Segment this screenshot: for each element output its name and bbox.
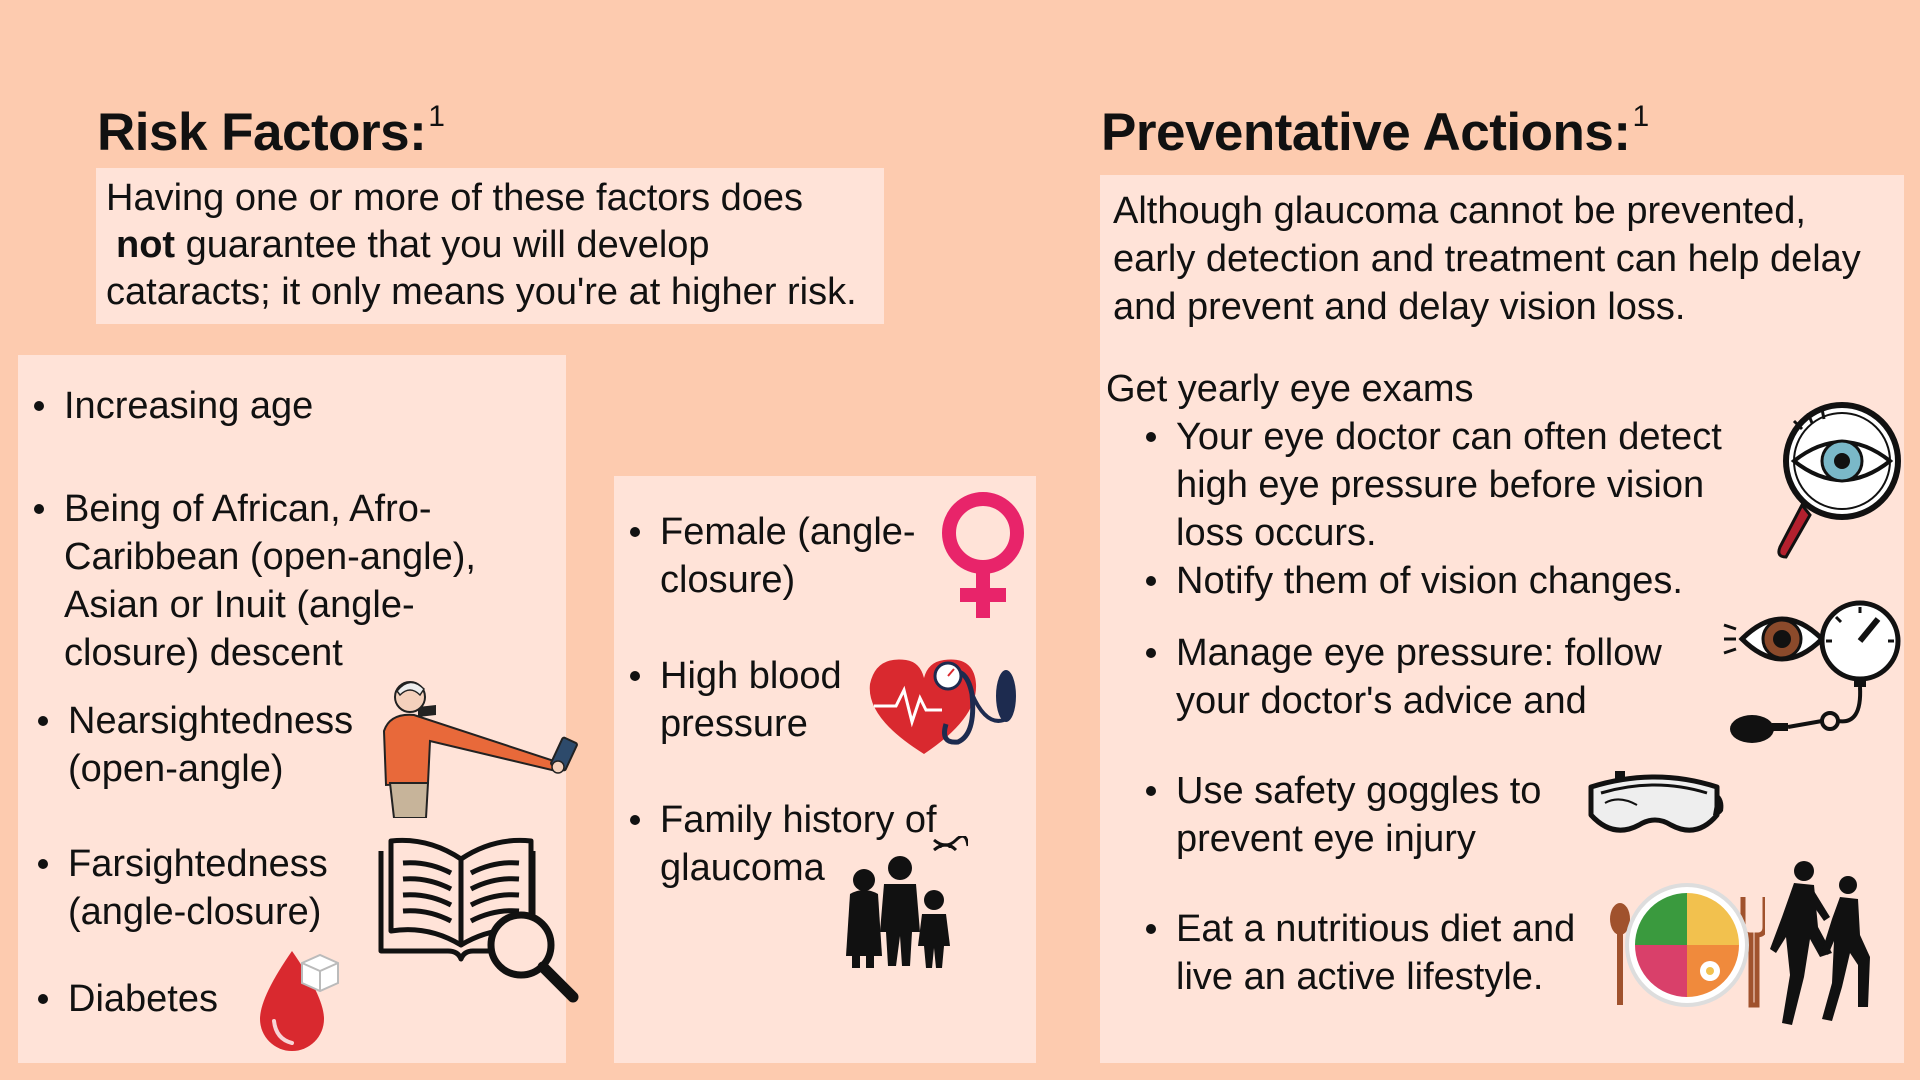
person-binoculars-icon <box>370 673 588 818</box>
list-item-diabetes: Diabetes <box>68 975 218 1023</box>
preventative-panel <box>1100 175 1904 1063</box>
list-item-female: Female (angle- closure) <box>660 508 916 604</box>
list-item-notify: Notify them of vision changes. <box>1176 557 1683 605</box>
open-book-magnifier-icon <box>373 833 583 1003</box>
risk-intro-panel <box>96 168 884 324</box>
healthy-plate-icon <box>1605 879 1765 1009</box>
risk-factors-title: Risk Factors:$^1$ <box>97 100 445 162</box>
preventative-actions-title: Preventative Actions:$^1$ <box>1101 100 1649 162</box>
list-item-farsightedness: Farsightedness (angle-closure) <box>68 840 328 936</box>
risk-intro-line-1: Having one or more of these factors does <box>106 177 804 219</box>
risk-intro-bold: not <box>116 224 176 266</box>
yearly-exams-heading: Get yearly eye exams <box>1106 368 1474 410</box>
list-item-goggles: Use safety goggles to prevent eye injury <box>1176 767 1541 863</box>
eye-pressure-gauge-icon <box>1722 599 1908 749</box>
list-item-diet: Eat a nutritious diet and live an active lifestyle. <box>1176 905 1575 1001</box>
heart-blood-pressure-icon <box>866 654 1026 764</box>
safety-goggles-icon <box>1585 767 1725 847</box>
risk-intro-line-3: cataracts; it only means you're at higher risk. <box>106 271 857 313</box>
runners-icon <box>1770 857 1880 1027</box>
prevent-intro-line-2: early detection and treatment can help delay <box>1113 238 1861 280</box>
prevent-intro-line-3: and prevent and delay vision loss. <box>1113 286 1686 328</box>
risk-list-panel-2 <box>614 476 1036 1063</box>
list-item-age: Increasing age <box>64 382 313 430</box>
risk-list-panel-1 <box>18 355 566 1063</box>
female-symbol-icon <box>938 488 1028 622</box>
risk-factors-footnote: 1 <box>428 100 445 133</box>
list-item-manage: Manage eye pressure: follow your doctor's advice and <box>1176 629 1662 725</box>
family-dna-icon <box>838 836 968 974</box>
list-item-family-history: Family history of glaucoma <box>660 796 937 892</box>
preventative-footnote: 1 <box>1632 100 1649 133</box>
blood-drop-sugar-icon <box>252 943 342 1053</box>
prevent-intro-line-1: Although glaucoma cannot be prevented, <box>1113 190 1806 232</box>
list-item-descent: Being of African, Afro- Caribbean (open-angle), Asian or Inuit (angle- closure) descent <box>64 485 476 677</box>
list-item-nearsightedness: Nearsightedness (open-angle) <box>68 697 353 793</box>
magnified-eye-icon <box>1772 401 1902 561</box>
list-item-detect: Your eye doctor can often detect high eye pressure before vision loss occurs. <box>1176 413 1722 557</box>
risk-intro-line-2: not guarantee that you will develop <box>116 224 710 266</box>
list-item-blood-pressure: High blood pressure <box>660 652 842 748</box>
